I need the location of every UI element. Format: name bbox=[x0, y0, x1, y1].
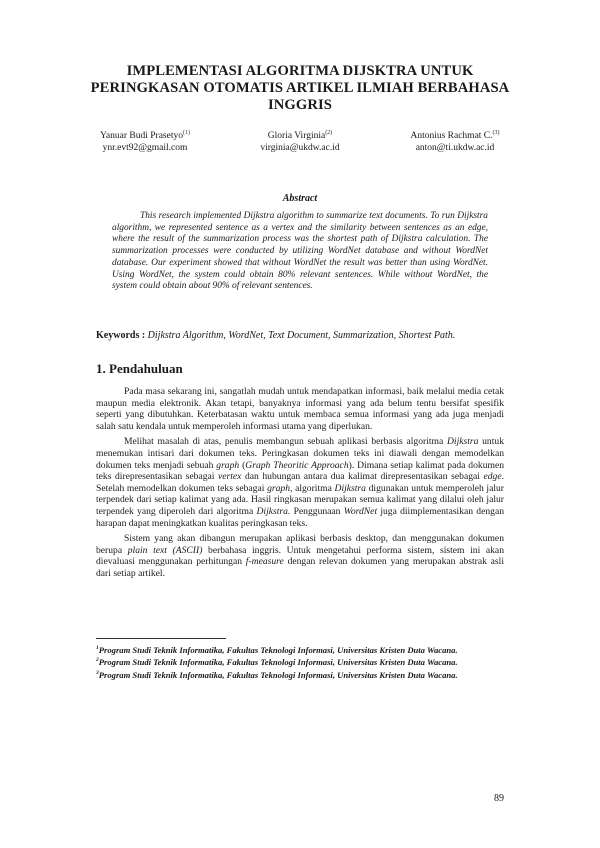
keywords-text: Dijkstra Algorithm, WordNet, Text Document, Summarization, Shortest Path. bbox=[147, 330, 456, 341]
author-2-name: Gloria Virginia bbox=[267, 131, 326, 142]
keywords bbox=[96, 330, 504, 341]
author-1-mark: (1) bbox=[182, 130, 190, 136]
author-1 bbox=[70, 127, 220, 154]
footnote-divider bbox=[96, 638, 226, 639]
body-text bbox=[96, 386, 504, 584]
title-line-3: INGGRIS bbox=[268, 97, 332, 113]
author-3-email: anton@ti.ukdw.ac.id bbox=[415, 143, 495, 154]
footnote-1: $^1$Program Studi Teknik Informatika, Fakultas Teknologi Informasi, Universitas Kristen Duta Wacana. bbox=[96, 644, 458, 655]
keywords-label: Keywords : bbox=[96, 330, 146, 341]
paragraph-1: Pada masa sekarang ini, sangatlah mudah untuk mendapatkan informasi, baik melalui media cetak maupun media elektronik. Akan tetapi, banyaknya informasi yang ada belum tentu bersifat spesifik seperti yang dibutuhkan. Keterbatasan waktu untuk membaca semua informasi yang ada juga menjadi salah satu kendala untuk memperoleh informasi utama yang diperlukan. bbox=[96, 386, 504, 432]
footnote-2: $^2$Program Studi Teknik Informatika, Fakultas Teknologi Informasi, Universitas Kristen Duta Wacana. bbox=[96, 657, 458, 668]
abstract-text: This research implemented Dijkstra algorithm to summarize text documents. To run Dijkstra algorithm, we represented sentence as a vertex and the similarity between sentences as an edge, where the result of the summarization process was the shortest path of Dijkstra calculation. The summarization processes were conducted by utilizing WordNet database and without WordNet database. Our experiment showed that without WordNet the result was better than using WordNet. Using WordNet, the system could obtain 80% relevant sentences. While without WordNet, the system could obtain about 90% of relevant sentences. bbox=[112, 211, 488, 292]
author-2-mark: (2) bbox=[325, 130, 333, 136]
author-2-email: virginia@ukdw.ac.id bbox=[260, 143, 340, 154]
paper-title bbox=[90, 63, 510, 114]
author-1-email: ynr.evt92@gmail.com bbox=[102, 143, 188, 154]
footnote-3: $^3$Program Studi Teknik Informatika, Fakultas Teknologi Informasi, Universitas Kristen Duta Wacana. bbox=[96, 669, 458, 680]
title-line-2: PERINGKASAN OTOMATIS ARTIKEL ILMIAH BERBAHASA bbox=[90, 80, 510, 96]
paragraph-3: Sistem yang akan dibangun merupakan aplikasi berbasis desktop, dan menggunakan dokumen berupa plain text (ASCII) berbahasa inggris. Untuk mengetahui performa sistem, sistem ini akan dievaluasi menggunakan perhitungan f-measure dengan relevan dokumen yang merupakan abstrak asli dari setiap artikel. bbox=[96, 533, 504, 579]
paragraph-2: Melihat masalah di atas, penulis membangun sebuah aplikasi berbasis algoritma Dijkstra untuk menemukan intisari dari dokumen teks. Peringkasan dokumen teks ini diawali dengan memodelkan dokumen teks menjadi sebuah graph (Graph Theoritic Approach). Dimana setiap kalimat pada dokumen teks direpresentasikan sebagai vertex dan hubungan antara dua kalimat direpresentasikan sebagai edge. Setelah memodelkan dokumen teks sebagai graph, algoritma Dijkstra digunakan untuk memperoleh jalur terpendek dari setiap kalimat yang ada. Hasil ringkasan merupakan semua kalimat yang dilalui oleh jalur terpendek yang diperoleh dari algoritma Dijkstra. Penggunaan WordNet juga diimplementasikan dengan harapan dapat meningkatkan kualitas peringkasan teks. bbox=[96, 436, 505, 529]
abstract-heading: Abstract bbox=[282, 193, 318, 204]
title-line-1: IMPLEMENTASI ALGORITMA DIJSKTRA UNTUK bbox=[126, 63, 474, 79]
author-list bbox=[70, 127, 530, 154]
author-1-name: Yanuar Budi Prasetyo bbox=[100, 131, 183, 142]
section-heading: 1. Pendahuluan bbox=[96, 361, 183, 376]
author-2 bbox=[225, 127, 375, 154]
author-3 bbox=[380, 127, 530, 154]
author-3-name: Antonius Rachmat C. bbox=[410, 131, 493, 142]
author-3-mark: (3) bbox=[492, 130, 500, 136]
page-number: 89 bbox=[494, 793, 504, 804]
footnotes bbox=[96, 643, 504, 680]
